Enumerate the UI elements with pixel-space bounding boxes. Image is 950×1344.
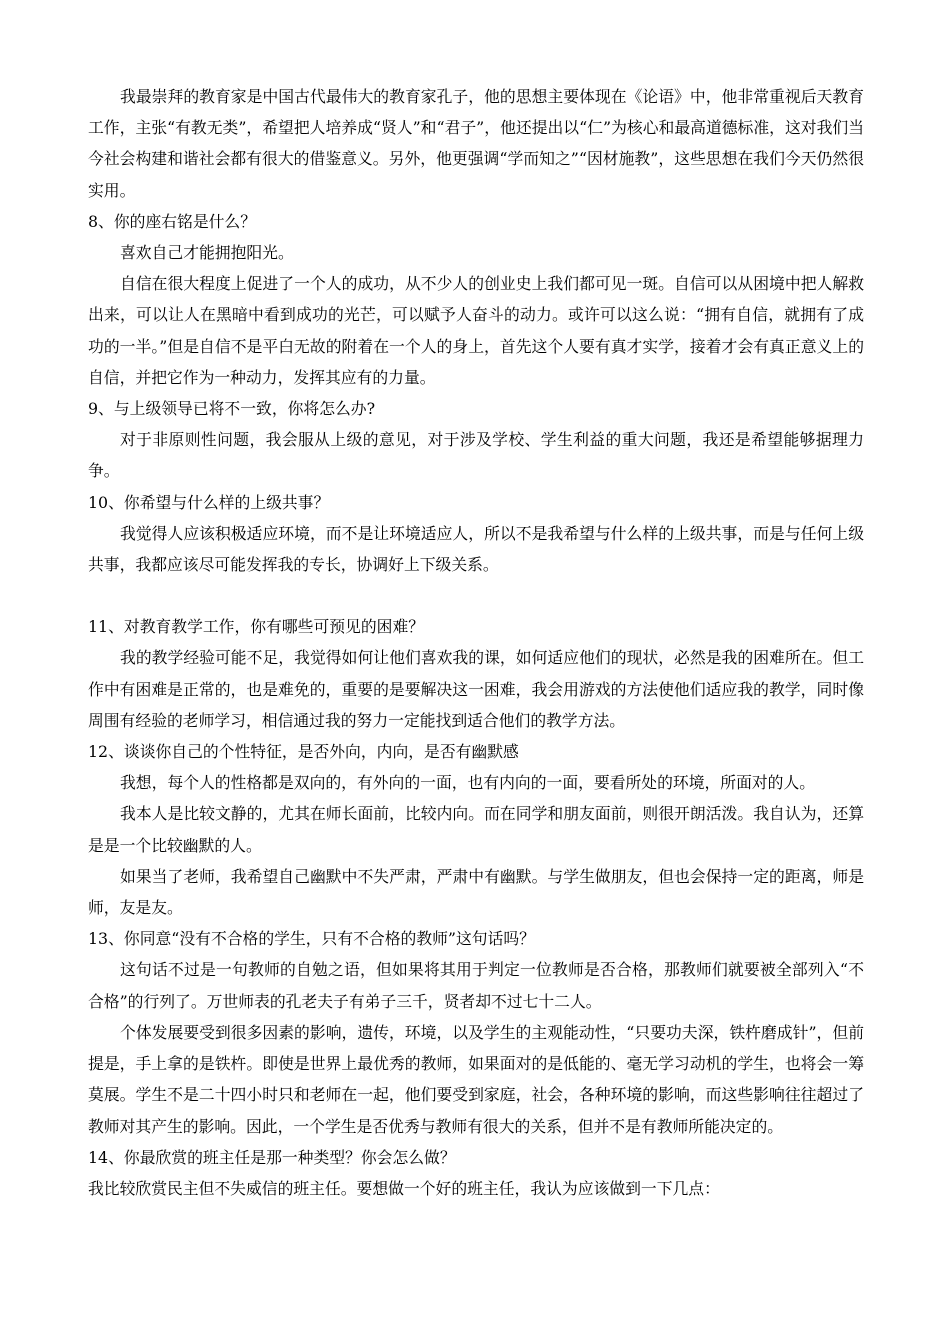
paragraph-confucius: 我最崇拜的教育家是中国古代最伟大的教育家孔子，他的思想主要体现在《论语》中，他非常重视后天教育工作，主张“有教无类”，希望把人培养成“贤人”和“君子”，他还提出以“仁”为核心和最高道德标准，这对我们当今社会构建和谐社会都有很大的借鉴意义。另外，他更强调“学而知之”“因材施教”，这些思想在我们今天仍然很实用。 [88,87,864,200]
question-8-heading: 8、你的座右铭是什么？ [88,211,257,231]
blank-line [88,580,864,611]
paragraph-difficulties: 我的教学经验可能不足，我觉得如何让他们喜欢我的课，如何适应他们的现状，必然是我的困难所在。但工作中有困难是正常的，也是难免的，重要的是要解决这一困难，我会用游戏的方法使他们适应我的教学，同时像周围有经验的老师学习，相信通过我的努力一定能找到适合他们的教学方法。 [88,648,864,730]
question-13-heading: 13、你同意“没有不合格的学生，只有不合格的教师”这句话吗？ [88,929,535,949]
paragraph-confidence: 自信在很大程度上促进了一个人的成功，从不少人的创业史上我们都可见一斑。自信可以从困境中把人解救出来，可以让人在黑暗中看到成功的光芒，可以赋予人奋斗的动力。或许可以这么说：“拥有自信，就拥有了成功的一半。”但是自信不是平白无故的附着在一个人的身上，首先这个人要有真才实学，接着才会有真正意义上的自信，并把它作为一种动力，发挥其应有的力量。 [88,274,864,387]
paragraph-personality-1: 我想，每个人的性格都是双向的，有外向的一面，也有内向的一面，要看所处的环境，所面对的人。 [120,773,816,793]
question-14-heading: 14、你最欣赏的班主任是那一种类型？你会怎么做？ [88,1147,456,1167]
document-page [88,81,864,1204]
paragraph-disagreement: 对于非原则性问题，我会服从上级的意见，对于涉及学校、学生利益的重大问题，我还是希望能够据理力争。 [88,430,864,481]
question-11-heading: 11、对教育教学工作，你有哪些可预见的困难？ [88,617,425,637]
paragraph-head-teacher: 我比较欣赏民主但不失威信的班主任。要想做一个好的班主任，我认为应该做到一下几点： [88,1178,720,1198]
paragraph-personality-2: 我本人是比较文静的，尤其在师长面前，比较内向。而在同学和朋友面前，则很开朗活泼。我自认为，还算是是一个比较幽默的人。 [88,804,864,855]
paragraph-superior: 我觉得人应该积极适应环境，而不是让环境适应人，所以不是我希望与什么样的上级共事，而是与任何上级共事，我都应该尽可能发挥我的专长，协调好上下级关系。 [88,523,864,575]
paragraph-personality-3: 如果当了老师，我希望自己幽默中不失严肃，严肃中有幽默。与学生做朋友，但也会保持一定的距离，师是师，友是友。 [88,866,864,918]
paragraph-teacher-quote-2: 个体发展要受到很多因素的影响，遗传，环境，以及学生的主观能动性，“只要功夫深，铁杵磨成针”，但前提是，手上拿的是铁杵。即使是世界上最优秀的教师，如果面对的是低能的、毫无学习动机的学生，也将会一筹莫展。学生不是二十四小时只和老师在一起，他们要受到家庭，社会，各种环境的影响，而这些影响往往超过了教师对其产生的影响。因此，一个学生是否优秀与教师有很大的关系，但并不是有教师所能决定的。 [88,1022,864,1136]
paragraph-teacher-quote-1: 这句话不过是一句教师的自勉之语，但如果将其用于判定一位教师是否合格，那教师们就要被全部列入“不合格”的行列了。万世师表的孔老夫子有弟子三千，贤者却不过七十二人。 [88,960,864,1011]
question-9-heading: 9、与上级领导已将不一致，你将怎么办? [88,399,376,419]
question-12-heading: 12、谈谈你自己的个性特征，是否外向，内向，是否有幽默感 [88,742,519,762]
question-10-heading: 10、你希望与什么样的上级共事？ [88,492,330,512]
paragraph-motto: 喜欢自己才能拥抱阳光。 [120,243,294,263]
